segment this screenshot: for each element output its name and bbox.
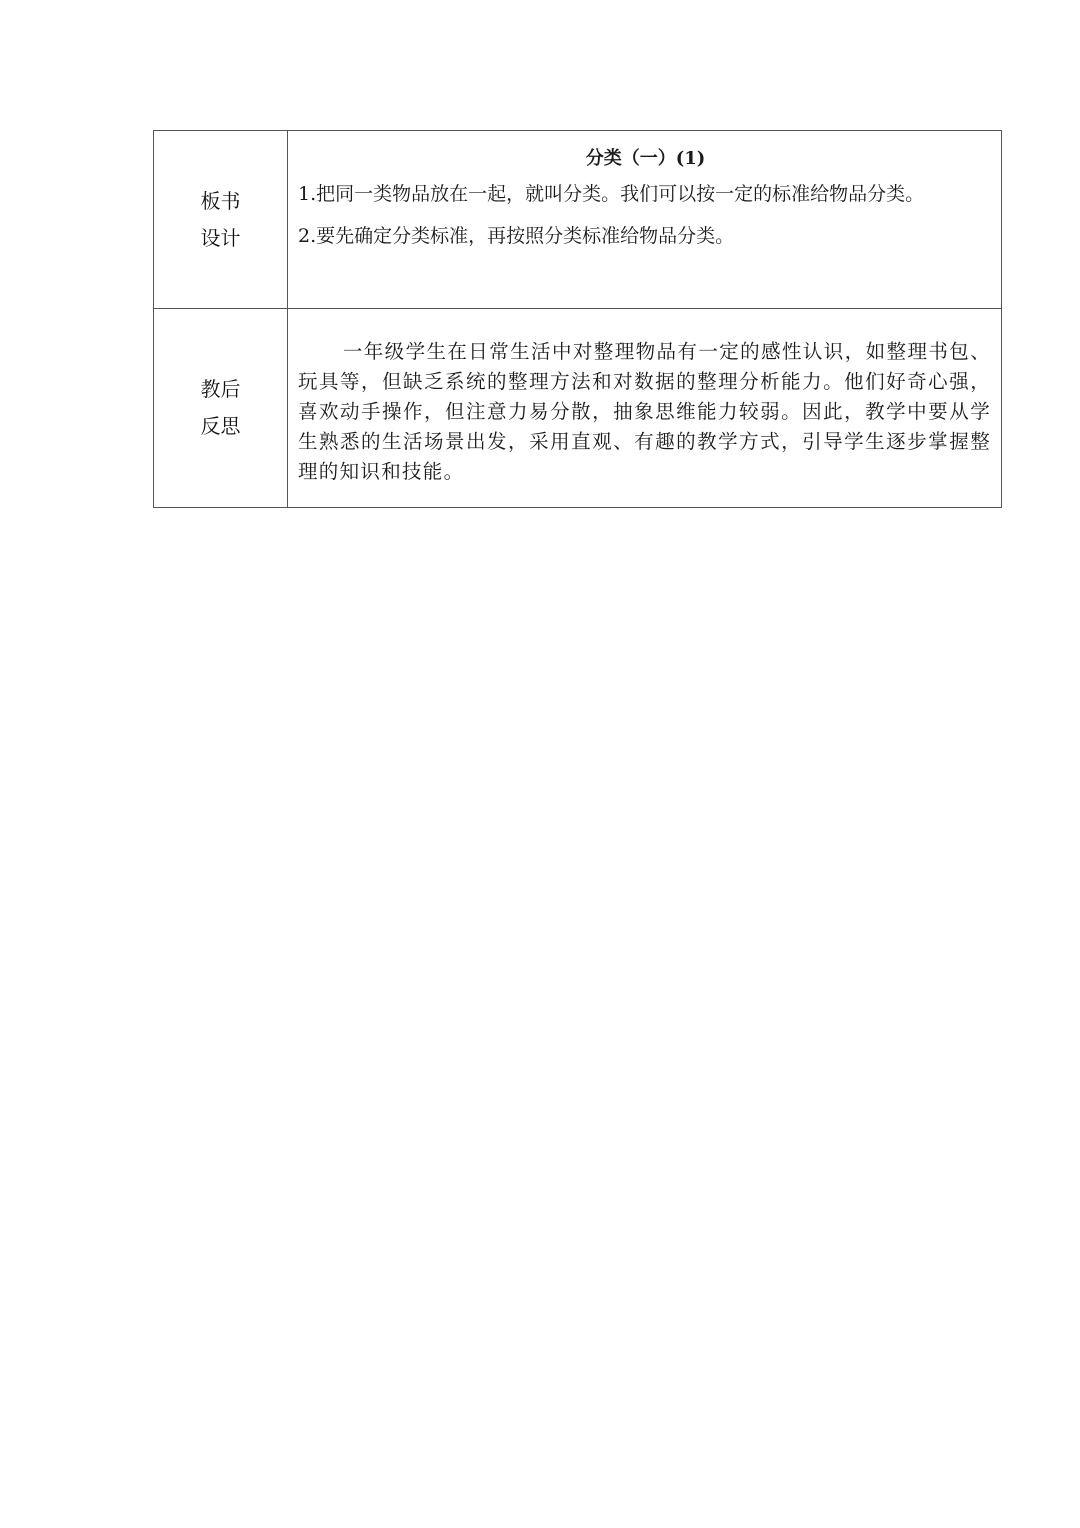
reflection-row <box>154 309 1002 508</box>
reflection-text: 一年级学生在日常生活中对整理物品有一定的感性认识，如整理书包、玩具等，但缺乏系统的整理方法和对数据的整理分析能力。他们好奇心强，喜欢动手操作，但注意力易分散，抽象思维能力较弱。因此，教学中要从学生熟悉的生活场景出发，采用直观、有趣的教学方式，引导学生逐步掌握整理的知识和技能。 <box>298 340 991 483</box>
board-design-content-cell <box>288 131 1002 309</box>
board-line-1: 1.把同一类物品放在一起，就叫分类。我们可以按一定的标准给物品分类。 <box>298 183 925 205</box>
reflection-label-cell <box>154 309 288 508</box>
reflection-label-line1: 教后 <box>200 377 241 401</box>
board-design-row <box>154 131 1002 309</box>
lesson-plan-table <box>153 130 1002 508</box>
board-design-label-cell <box>154 131 288 309</box>
board-design-label-line1: 板书 <box>200 188 241 213</box>
board-design-label-line2: 设计 <box>200 225 241 250</box>
board-title: 分类（一）(1) <box>585 148 706 169</box>
board-line-2: 2.要先确定分类标准，再按照分类标准给物品分类。 <box>298 225 735 247</box>
reflection-content-cell <box>288 309 1002 508</box>
reflection-label-line2: 反思 <box>200 414 241 438</box>
